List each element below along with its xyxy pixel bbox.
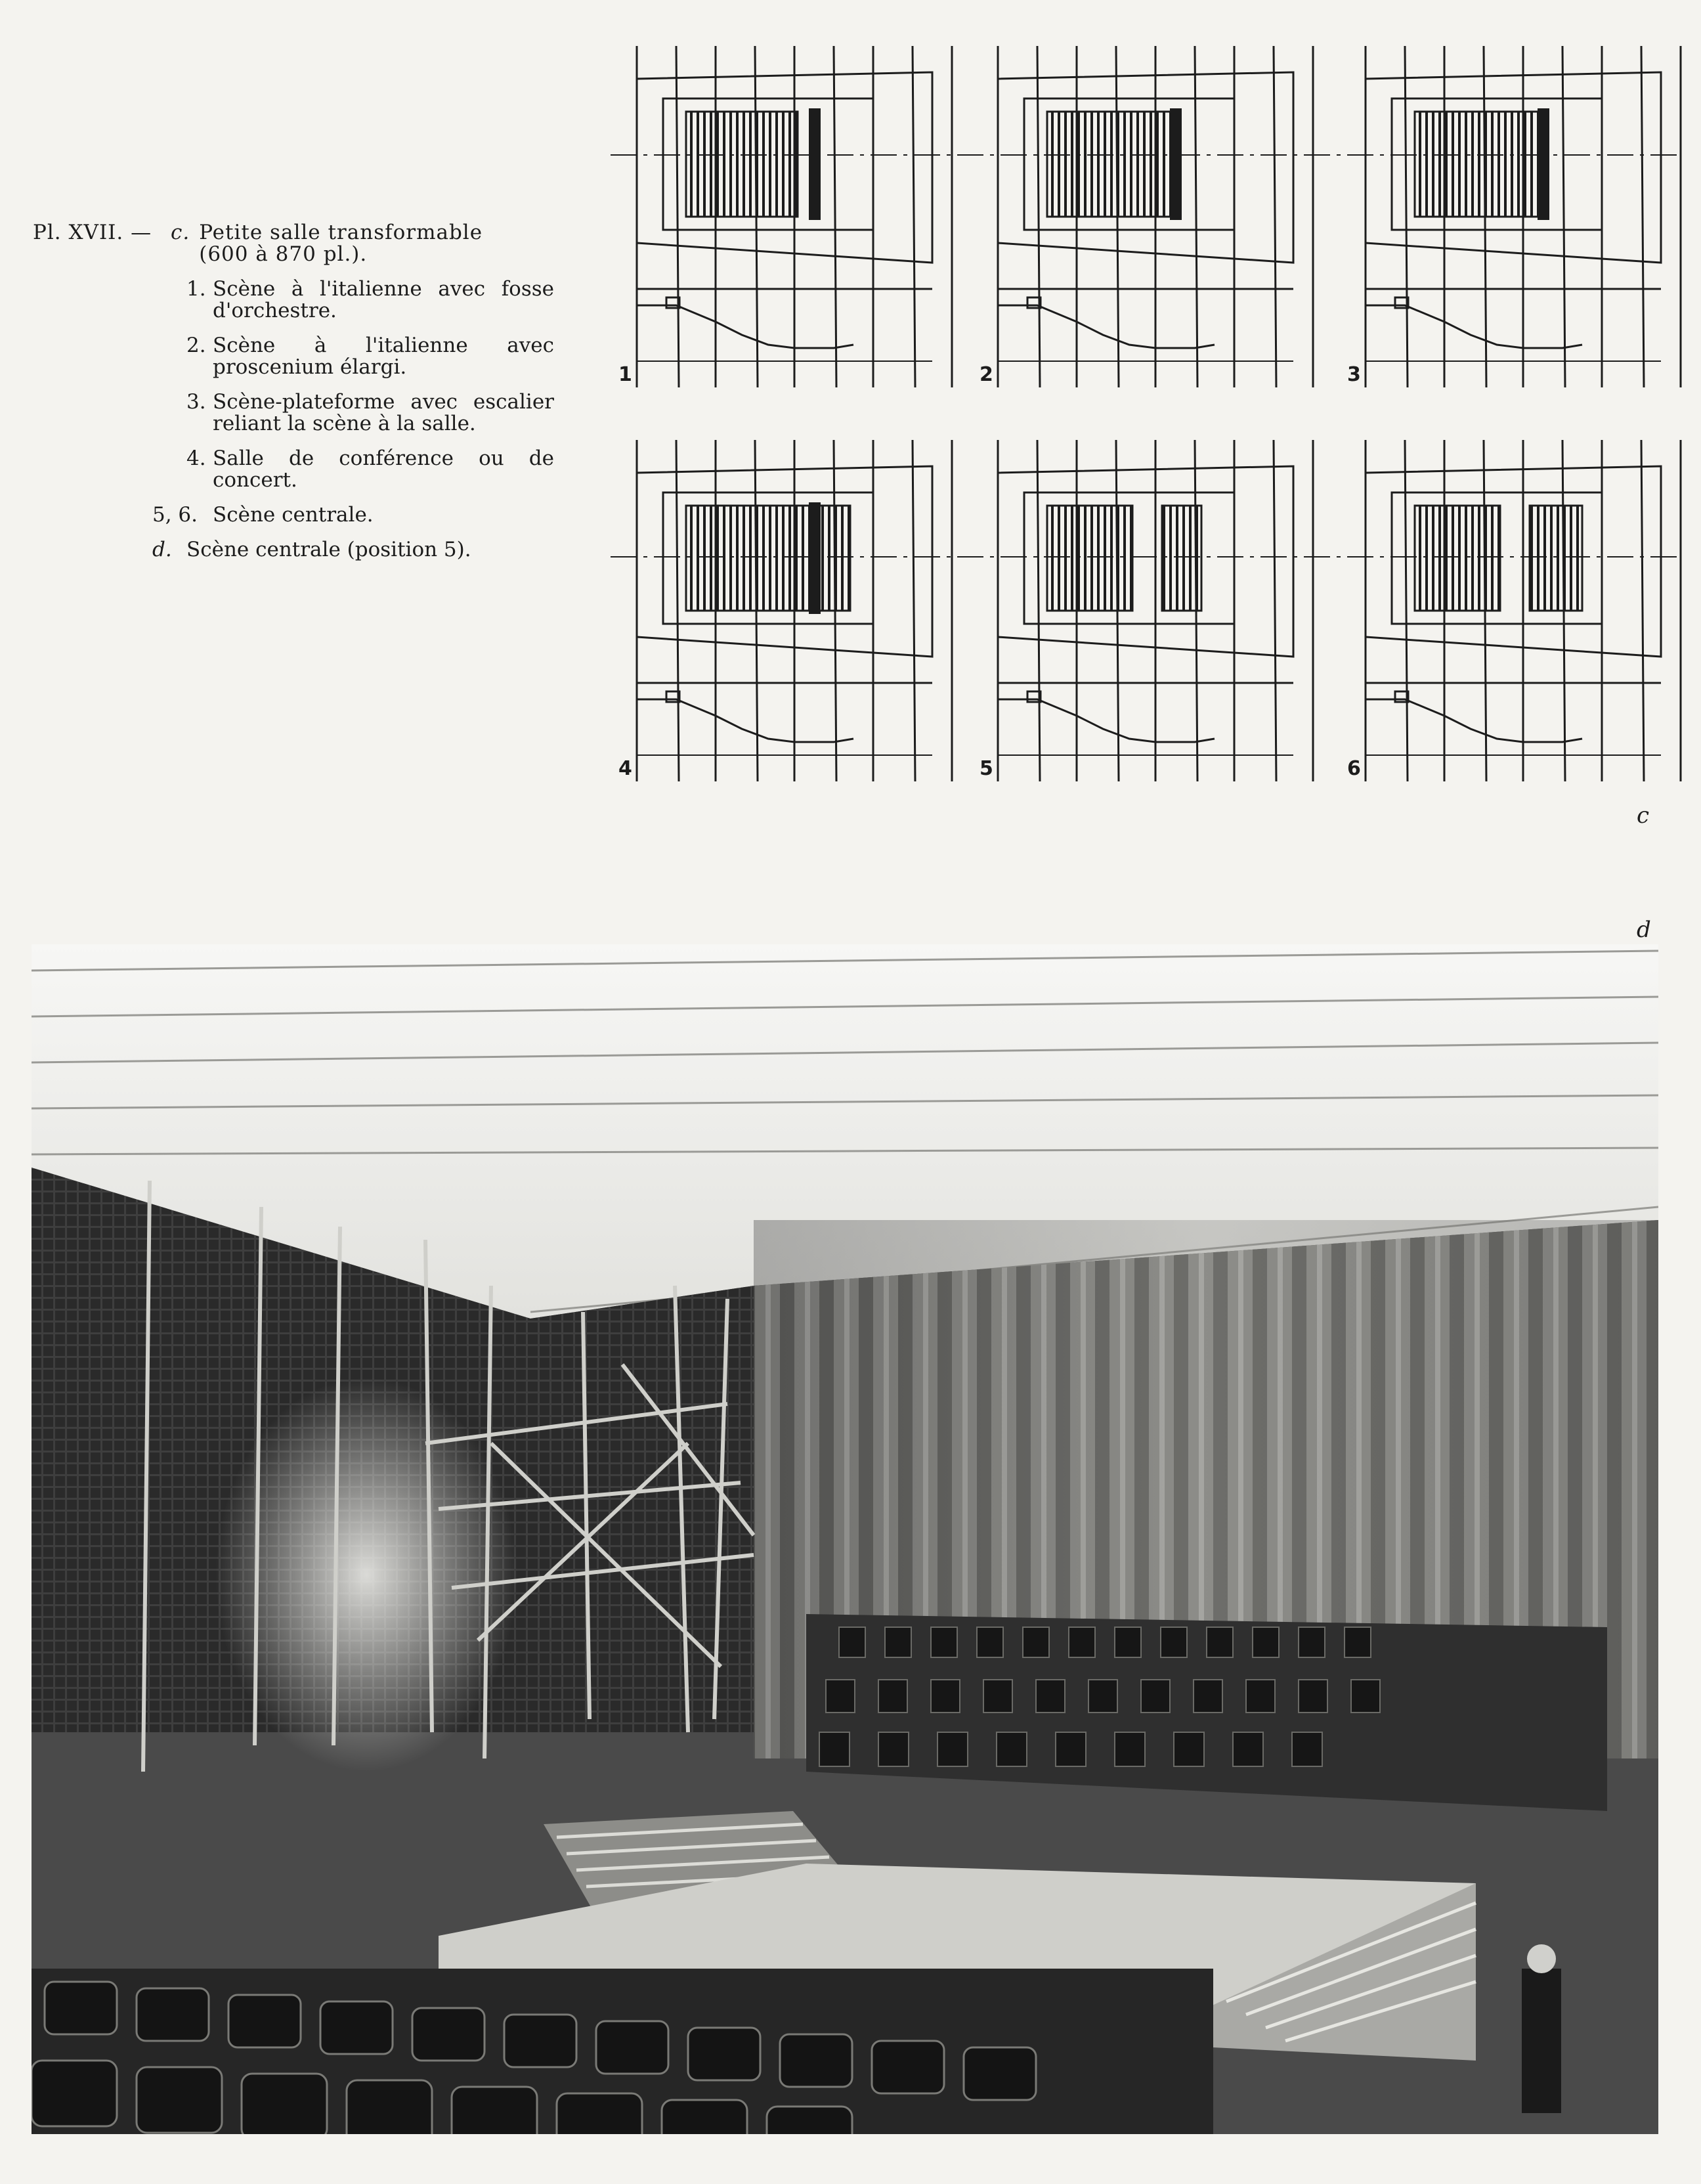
plate-number: Pl. XVII. — bbox=[33, 221, 152, 244]
grid-line bbox=[834, 46, 836, 387]
audience-seats bbox=[32, 1969, 1213, 2134]
section-rake bbox=[637, 305, 853, 348]
grid-line bbox=[1195, 46, 1197, 387]
stage-edge bbox=[809, 502, 821, 614]
grid-line bbox=[676, 46, 679, 387]
plan-diagram-1 bbox=[618, 46, 952, 387]
seating-block bbox=[1047, 112, 1172, 217]
plan-label: 2 bbox=[980, 363, 993, 386]
legend-item-2: 2. Scène à l'italienne avec proscenium élargi. bbox=[186, 334, 554, 379]
plan-diagram-2 bbox=[980, 46, 1313, 387]
stage-edge bbox=[1170, 108, 1182, 220]
legend-item-5: 5, 6. Scène centrale. bbox=[152, 503, 374, 527]
figure-c-title: Petite salle transformable (600 à 870 pl.). bbox=[199, 221, 483, 266]
plan-diagram-6 bbox=[1347, 440, 1681, 781]
plan-label: 5 bbox=[980, 757, 993, 780]
section-rake bbox=[1366, 699, 1582, 742]
grid-line bbox=[1641, 46, 1644, 387]
grid-line bbox=[1405, 46, 1408, 387]
grid-line bbox=[1037, 440, 1040, 781]
seating-block-rear bbox=[1162, 506, 1201, 611]
auditorium-photograph bbox=[32, 944, 1658, 2134]
plan-diagrams bbox=[0, 0, 1701, 854]
figure-letter-c: c bbox=[1637, 802, 1650, 829]
section-rake bbox=[1366, 305, 1582, 348]
plan-label: 4 bbox=[618, 757, 632, 780]
seating-block bbox=[1415, 506, 1500, 611]
standing-figure bbox=[1522, 1969, 1561, 2113]
legend-item-3: 3. Scène-plateforme avec escalier reliant la scène à la salle. bbox=[186, 390, 554, 435]
legend-item-1: 1. Scène à l'italienne avec fosse d'orchestre. bbox=[186, 277, 554, 322]
grid-line bbox=[913, 46, 915, 387]
grid-line bbox=[913, 440, 915, 781]
stage-edge bbox=[1538, 108, 1549, 220]
hall-outline bbox=[998, 466, 1293, 657]
plan-label: 3 bbox=[1347, 363, 1361, 386]
grid-line bbox=[1274, 440, 1276, 781]
stage-edge bbox=[809, 108, 821, 220]
plan-diagram-4 bbox=[618, 440, 952, 781]
grid-line bbox=[1405, 440, 1408, 781]
grid-line bbox=[1274, 46, 1276, 387]
plan-label: 6 bbox=[1347, 757, 1361, 780]
figure-d-caption: d. Scène centrale (position 5). bbox=[152, 538, 471, 561]
figure-letter-d: d bbox=[1637, 917, 1651, 943]
section-rake bbox=[998, 305, 1215, 348]
seating-block bbox=[686, 506, 850, 611]
grid-line bbox=[1037, 46, 1040, 387]
section-rake bbox=[998, 699, 1215, 742]
central-seating bbox=[806, 1614, 1607, 1811]
figure-c-letter: c. bbox=[171, 221, 190, 244]
figure-head bbox=[1527, 1944, 1556, 1973]
grid-line bbox=[676, 440, 679, 781]
grid-line bbox=[1562, 46, 1565, 387]
seating-block bbox=[1415, 112, 1540, 217]
seating-block bbox=[1047, 506, 1132, 611]
grid-line bbox=[1641, 440, 1644, 781]
seating-block-rear bbox=[1530, 506, 1582, 611]
plan-diagram-5 bbox=[980, 440, 1313, 781]
legend-item-4: 4. Salle de conférence ou de concert. bbox=[186, 447, 554, 492]
section-rake bbox=[637, 699, 853, 742]
hall-outline bbox=[1366, 466, 1661, 657]
seating-block bbox=[686, 112, 798, 217]
plan-label: 1 bbox=[618, 363, 632, 386]
plan-diagram-3 bbox=[1347, 46, 1681, 387]
